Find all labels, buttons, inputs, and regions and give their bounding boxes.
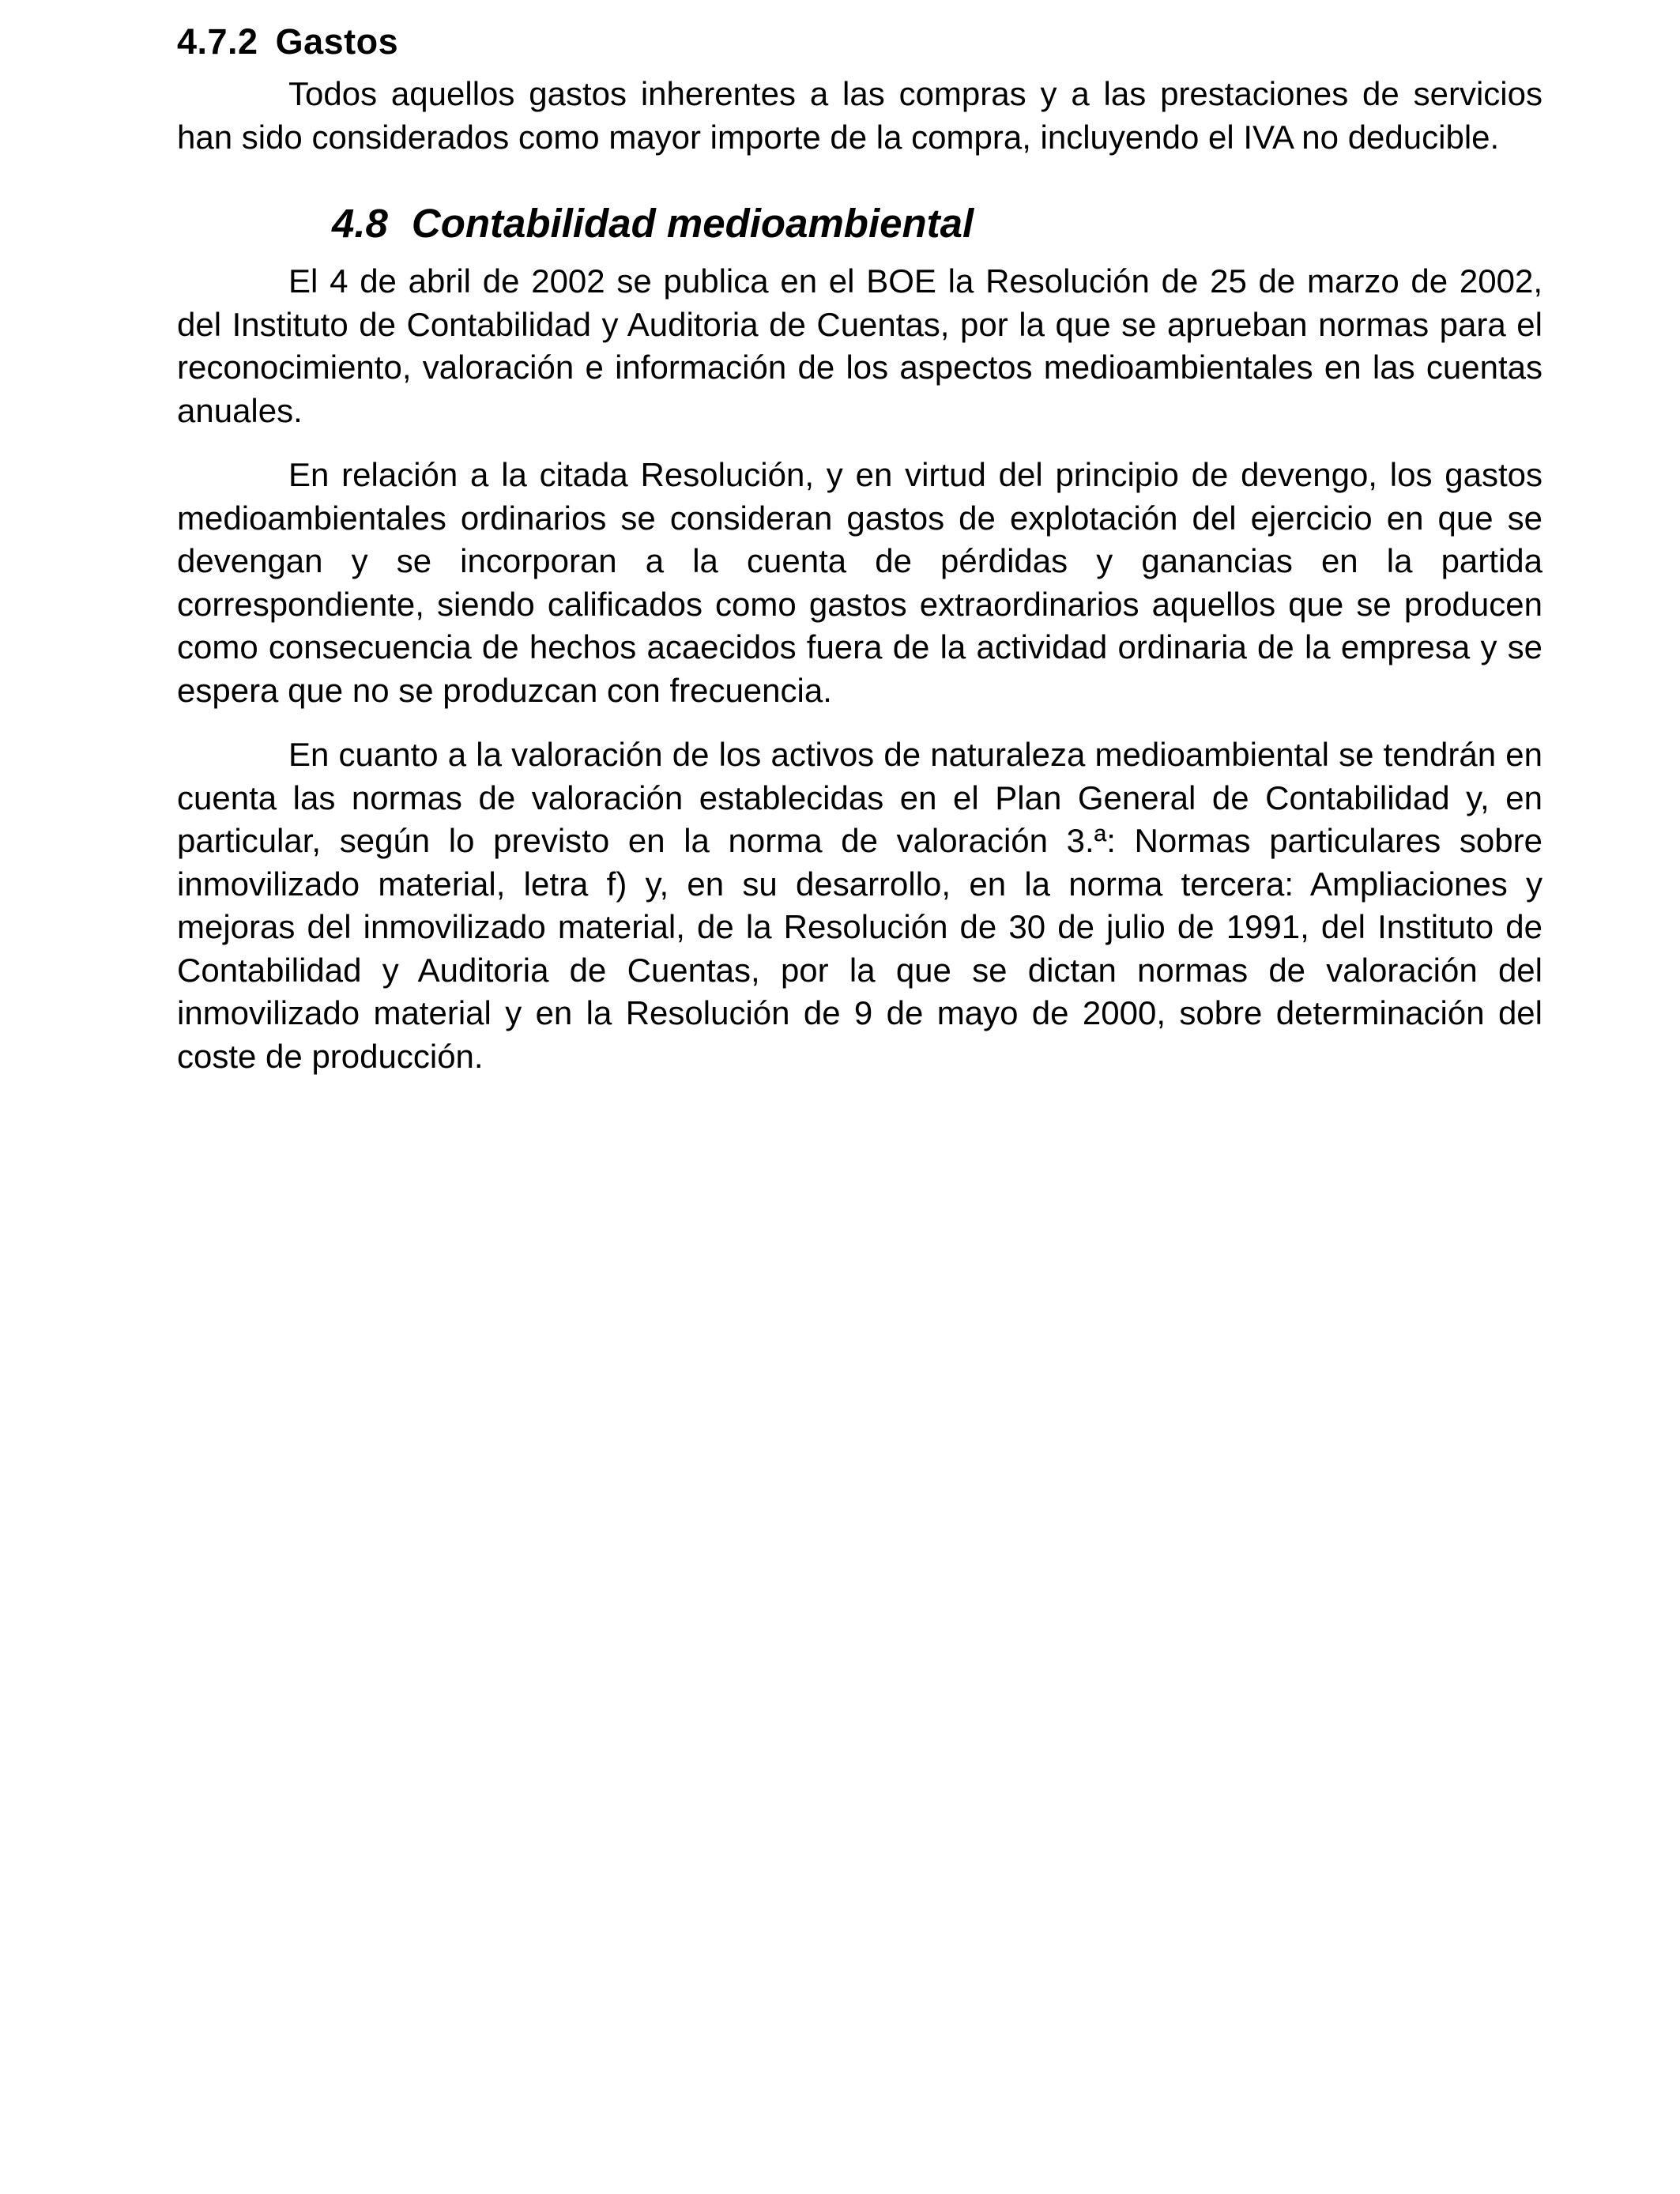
heading-4-7-2-title: Gastos — [275, 21, 399, 62]
paragraph-resolucion-boe: El 4 de abril de 2002 se publica en el BOE la Resolución de 25 de marzo de 2002, del Instituto de Contabilidad y Auditoria de Cuentas, por la que se aprueban normas para el reconocimiento, valoración e información de los aspectos medioambientales en las cuentas anuales. — [177, 262, 1543, 429]
heading-4-8 — [332, 187, 1543, 260]
paragraph-valoracion-activos: En cuanto a la valoración de los activos de naturaleza medioambiental se tendrán en cuenta las normas de valoración establecidas en el Plan General de Contabilidad y, en particular, según lo previsto en la norma de valoración 3.ª: Normas particulares sobre inmovilizado material, letra f) y, en su desarrollo, en la norma tercera: Ampliaciones y mejoras del inmovilizado material, de la Resolución de 30 de julio de 1991, del Instituto de Contabilidad y Auditoria de Cuentas, por la que se dictan normas de valoración del inmovilizado material y en la Resolución de 9 de mayo de 2000, sobre determinación del coste de producción. — [177, 736, 1543, 1075]
paragraph-gastos: Todos aquellos gastos inherentes a las compras y a las prestaciones de servicios han sido considerados como mayor importe de la compra, incluyendo el IVA no deducible. — [177, 75, 1543, 156]
paragraph-gastos-medioambientales: En relación a la citada Resolución, y en virtud del principio de devengo, los gastos medioambientales ordinarios se consideran gastos de explotación del ejercicio en que se devengan y se incorporan a la cuenta de pérdidas y ganancias en la partida correspondiente, siendo calificados como gastos extraordinarios aquellos que se producen como consecuencia de hechos acaecidos fuera de la actividad ordinaria de la empresa y se espera que no se produzcan con frecuencia. — [177, 456, 1543, 709]
heading-4-7-2 — [177, 11, 1543, 73]
heading-4-7-2-number: 4.7.2 — [177, 21, 258, 62]
heading-4-8-title: Contabilidad medioambiental — [411, 201, 974, 246]
heading-4-8-number: 4.8 — [332, 201, 388, 246]
page-content — [177, 11, 1543, 1078]
